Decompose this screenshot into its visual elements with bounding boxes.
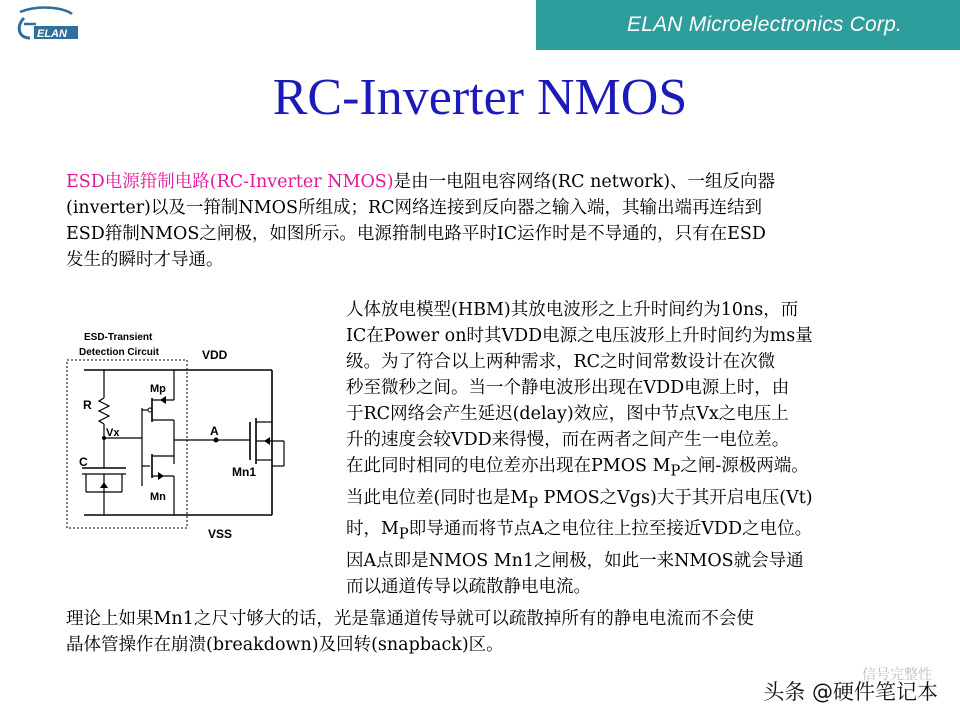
slide-header xyxy=(0,0,960,50)
r-label: R xyxy=(83,398,92,412)
explanation-line-3: 级。为了符合以上两种需求，RC之时间常数设计在次微 xyxy=(346,352,776,372)
explanation-line-9: 时，$M_P$即导通而将节点A之电位往上拉至接近VDD之电位。 xyxy=(346,519,813,543)
explanation-line-7: 在此同时相同的电位差亦出现在PMOS $M_P$之闸-源极两端。 xyxy=(346,456,809,480)
intro-line-2: (inverter)以及一箝制NMOS所组成；RC网络连接到反向器之输入端，其输出端再连结到 xyxy=(66,198,763,218)
explanation-line-1: 人体放电模型(HBM)其放电波形之上升时间约为10ns，而 xyxy=(346,300,799,320)
box-label-1: ESD-Transient xyxy=(84,332,153,343)
intro-line-1: ESD电源箝制电路(RC-Inverter NMOS)是由一电阻电容网络(RC network)、一组反向器 xyxy=(66,172,776,192)
faint-watermark: 信号完整性 xyxy=(862,667,932,683)
explanation-line-2: IC在Power on时其VDD电源之电压波形上升时间约为ms量 xyxy=(346,326,813,346)
explanation-line-4: 秒至微秒之间。当一个静电波形出现在VDD电源上时，由 xyxy=(346,378,790,398)
resistor-symbol xyxy=(99,398,109,424)
explanation-paragraph xyxy=(346,297,906,600)
vss-label: VSS xyxy=(208,527,233,541)
a-label: A xyxy=(210,424,219,438)
mn1-label: Mn1 xyxy=(232,465,256,479)
conclusion-line-1: 理论上如果Mn1之尺寸够大的话，光是靠通道传导就可以疏散掉所有的静电电流而不会使 xyxy=(66,609,754,629)
vx-label: Vx xyxy=(106,427,120,439)
intro-paragraph xyxy=(66,169,896,273)
explanation-line-6: 升的速度会较VDD来得慢，而在两者之间产生一电位差。 xyxy=(346,430,790,450)
elan-logo xyxy=(10,4,82,44)
detection-box xyxy=(67,360,187,528)
intro-line-4: 发生的瞬时才导通。 xyxy=(66,250,224,270)
box-label-2: Detection Circuit xyxy=(79,347,160,358)
vdd-label: VDD xyxy=(202,348,228,362)
svg-text:ELAN: ELAN xyxy=(37,28,67,40)
explanation-line-11: 而以通道传导以疏散静电电流。 xyxy=(346,576,591,597)
intro-line-3: ESD箝制NMOS之闸极，如图所示。电源箝制电路平时IC运作时是不导通的，只有在ESD xyxy=(66,224,766,244)
company-name: ELAN Microelectronics Corp. xyxy=(627,13,902,36)
mp-label: Mp xyxy=(150,383,166,395)
conclusion-line-2: 晶体管操作在崩溃(breakdown)及回转(snapback)区。 xyxy=(66,635,504,655)
c-label: C xyxy=(79,455,88,469)
source-watermark: 头条 @硬件笔记本 xyxy=(763,680,938,704)
esd-circuit-diagram xyxy=(64,326,314,548)
mn-label: Mn xyxy=(150,491,166,503)
header-bar xyxy=(536,0,960,50)
header-logo-area xyxy=(0,0,536,50)
explanation-line-8: 当此电位差(同时也是$M_P$ PMOS之Vgs)大于其开启电压(Vt) xyxy=(346,487,813,511)
slide-title: RC-Inverter NMOS xyxy=(272,69,688,126)
highlight-term: ESD电源箝制电路(RC-Inverter NMOS) xyxy=(66,172,394,192)
explanation-line-5: 于RC网络会产生延迟(delay)效应，图中节点Vx之电压上 xyxy=(346,404,789,424)
explanation-line-10: 因A点即是NMOS Mn1之闸极，如此一来NMOS就会导通 xyxy=(346,550,804,571)
conclusion-paragraph xyxy=(66,606,906,658)
